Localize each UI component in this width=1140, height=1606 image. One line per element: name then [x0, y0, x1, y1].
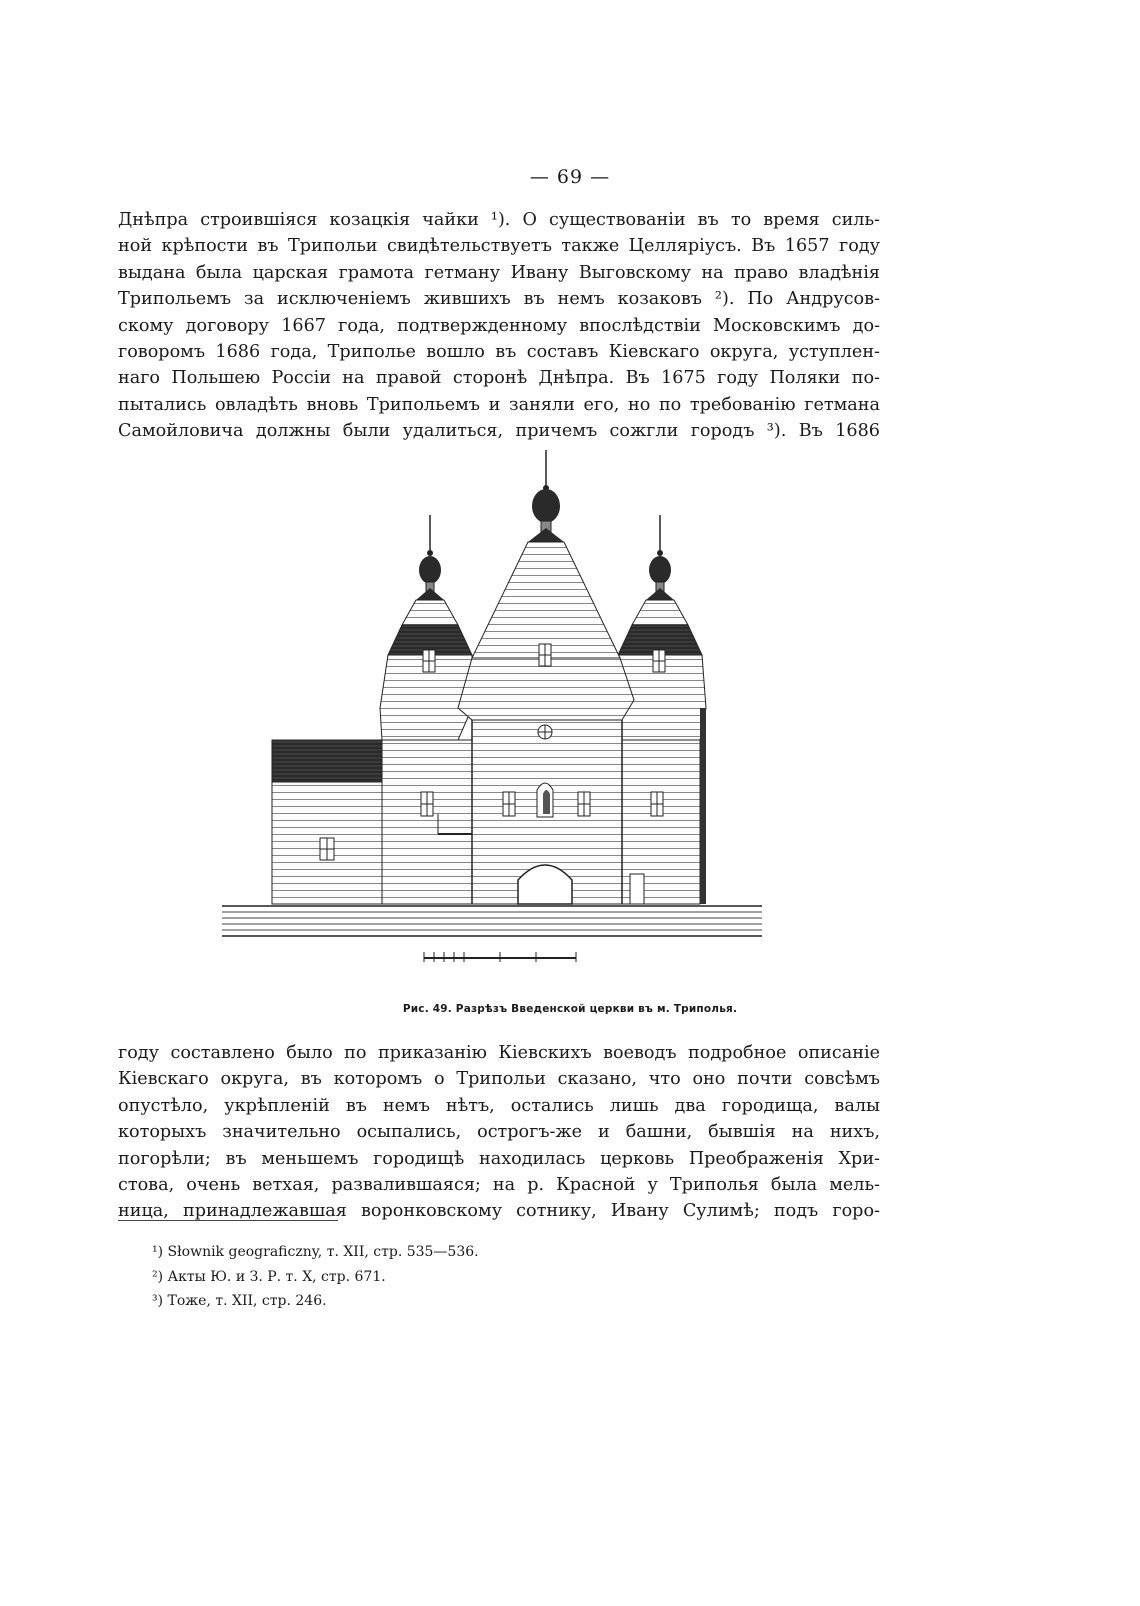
text-line: пытались овладѣть вновь Трипольемъ и заняли его, но по требованію гетмана	[118, 394, 880, 415]
text-line: году составлено было по приказанію Кіевскихъ воеводъ подробное описаніе	[118, 1043, 880, 1063]
figure-caption: Рис. 49. Разрѣзъ Введенской церкви въ м. Триполья.	[402, 1003, 738, 1015]
church-elevation-drawing	[222, 450, 782, 970]
text-line: скому договору 1667 года, подтвержденному впослѣдствіи Московскимъ до-	[118, 315, 880, 336]
text-line: стова, очень ветхая, развалившаяся; на р. Красной у Триполья была мель-	[118, 1175, 880, 1196]
ground-lines	[222, 906, 762, 936]
text-line: опустѣло, укрѣпленій въ немъ нѣтъ, остались лишь два городища, валы	[118, 1095, 880, 1116]
scale-bar	[424, 952, 576, 962]
text-line: Кіевскаго округа, въ которомъ о Трипольи сказано, что оно почти совсѣмъ	[118, 1069, 880, 1090]
text-line: ной крѣпости въ Трипольи свидѣтельствуетъ также Целляріусъ. Въ 1657 году	[118, 236, 880, 257]
paragraph-1	[118, 207, 880, 445]
text-line: выдана была царская грамота гетману Ивану Выговскому на право владѣнія	[118, 262, 880, 283]
right-tower	[618, 515, 706, 904]
footnote-rule	[118, 1220, 338, 1221]
footnote: ²) Акты Ю. и З. Р. т. X, стр. 671.	[152, 1268, 386, 1285]
annex	[272, 740, 382, 904]
text-line: Трипольемъ за исключеніемъ жившихъ въ немъ козаковъ ²). По Андрусов-	[118, 289, 880, 310]
text-line: которыхъ значительно осыпались, острогъ-же и башни, бывшія на нихъ,	[118, 1122, 880, 1143]
text-line: наго Польшею Россіи на правой сторонѣ Днѣпра. Въ 1675 году Поляки по-	[118, 368, 880, 389]
text-line: Самойловича должны были удалиться, причемъ сожгли городъ ³). Въ 1686	[118, 421, 880, 442]
left-tower	[380, 515, 472, 904]
page-number: — 69 —	[529, 166, 611, 188]
paragraph-2	[118, 1040, 880, 1225]
text-line: говоромъ 1686 года, Триполье вошло въ составъ Кіевскаго округа, уступлен-	[118, 342, 880, 363]
text-line: Днѣпра строившіяся козацкія чайки ¹). О существованіи въ то время силь-	[118, 210, 880, 230]
footnote: ³) Тоже, т. XII, стр. 246.	[152, 1293, 327, 1309]
text-line: погорѣли; въ меньшемъ городищѣ находилась церковь Преображенія Хри-	[118, 1148, 880, 1169]
footnotes	[152, 1240, 479, 1314]
text-line: ница, принадлежавшая воронковскому сотнику, Ивану Сулимѣ; подъ горо-	[118, 1201, 880, 1222]
footnote: ¹) Słownik geograficzny, т. XII, стр. 535—536.	[152, 1244, 479, 1260]
